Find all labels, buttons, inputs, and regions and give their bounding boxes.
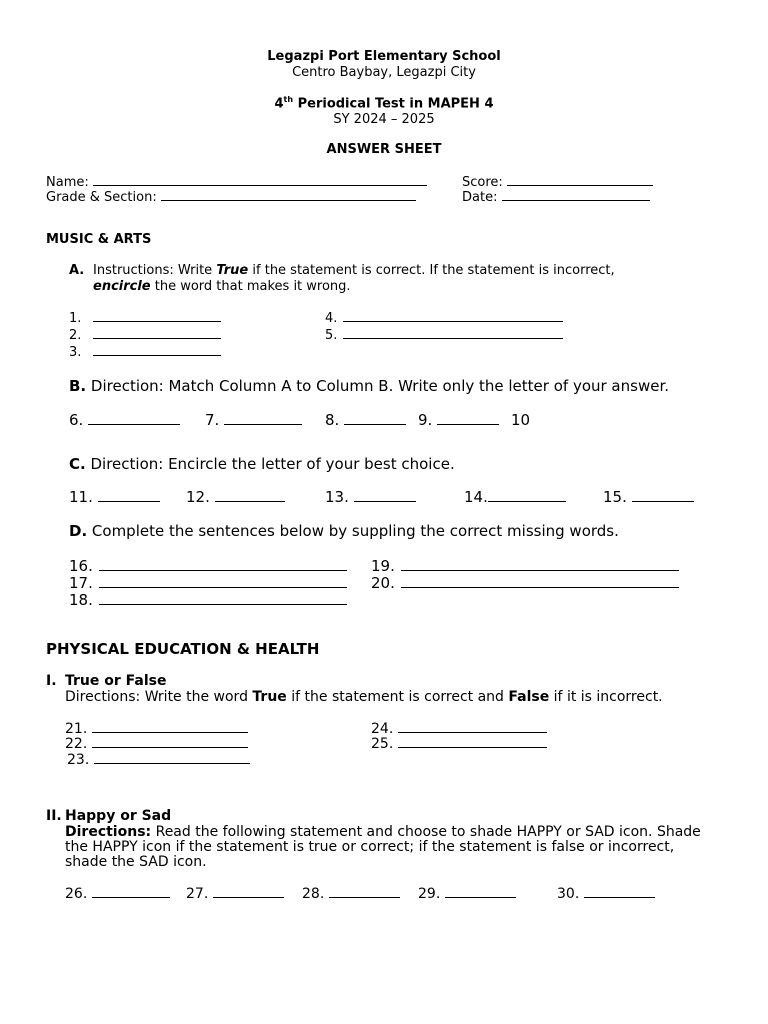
answer-number: 9. xyxy=(418,411,433,429)
answer-item-8 xyxy=(325,411,406,429)
answer-blank[interactable] xyxy=(99,593,347,605)
section-2-number: II. xyxy=(46,808,62,824)
part-b-text: Direction: Match Column A to Column B. Write only the letter of your answer. xyxy=(86,377,670,395)
answer-blank[interactable] xyxy=(437,413,499,425)
answer-number: 14. xyxy=(464,488,488,506)
answer-blank[interactable] xyxy=(88,413,180,425)
answer-blank[interactable] xyxy=(224,413,302,425)
answer-blank[interactable] xyxy=(329,886,400,898)
answer-item-15 xyxy=(603,488,694,506)
score-blank[interactable] xyxy=(507,174,653,186)
section-2-directions-line2: the HAPPY icon if the statement is true or correct; if the statement is false or incorrect, xyxy=(65,839,675,855)
answer-item-1 xyxy=(69,310,221,326)
section-1-number: I. xyxy=(46,673,57,689)
answer-number: 27. xyxy=(186,886,209,902)
answer-number: 30. xyxy=(557,886,580,902)
answer-number: 25. xyxy=(371,736,394,752)
answer-number: 12. xyxy=(186,488,210,506)
answer-item-21 xyxy=(65,721,248,737)
answer-blank[interactable] xyxy=(99,559,347,571)
answer-blank[interactable] xyxy=(99,576,347,588)
answer-blank[interactable] xyxy=(215,490,285,502)
answer-blank[interactable] xyxy=(98,490,160,502)
part-b-direction xyxy=(69,377,669,395)
answer-blank[interactable] xyxy=(343,310,563,322)
part-c-text: Direction: Encircle the letter of your best choice. xyxy=(85,455,455,473)
answer-item-24 xyxy=(371,721,547,737)
answer-number: 17. xyxy=(69,574,93,592)
school-year: SY 2024 – 2025 xyxy=(333,112,435,127)
test-number: 4 xyxy=(274,96,284,112)
answer-number: 29. xyxy=(418,886,441,902)
section-2-dir-1: Read the following statement and choose to shade HAPPY or SAD icon. Shade xyxy=(151,824,701,840)
test-title-text: Periodical Test in MAPEH 4 xyxy=(293,96,494,112)
answer-number: 26. xyxy=(65,886,88,902)
answer-blank[interactable] xyxy=(92,886,170,898)
answer-number: 21. xyxy=(65,721,88,737)
true-word: True xyxy=(252,689,287,705)
part-a-instructions-line1 xyxy=(93,263,615,278)
sheet-title: ANSWER SHEET xyxy=(326,142,442,157)
answer-number: 6. xyxy=(69,411,84,429)
answer-number: 3. xyxy=(69,345,82,360)
part-a-letter: A. xyxy=(69,263,85,278)
section-1-title: True or False xyxy=(65,673,167,689)
part-a-instructions-line2 xyxy=(93,279,351,294)
part-b-letter: B. xyxy=(69,377,87,395)
answer-blank[interactable] xyxy=(398,721,547,733)
school-address: Centro Baybay, Legazpi City xyxy=(292,65,476,80)
answer-blank[interactable] xyxy=(632,490,694,502)
answer-item-26 xyxy=(65,886,170,902)
answer-blank[interactable] xyxy=(398,736,547,748)
answer-item-10: 10 xyxy=(511,411,531,429)
section-2-directions-line3: shade the SAD icon. xyxy=(65,854,207,870)
score-label: Score: xyxy=(462,175,503,190)
answer-item-17 xyxy=(69,574,347,592)
answer-item-27 xyxy=(186,886,284,902)
answer-item-29 xyxy=(418,886,516,902)
answer-number: 18. xyxy=(69,591,93,609)
answer-blank[interactable] xyxy=(488,490,566,502)
name-blank[interactable] xyxy=(93,174,427,186)
answer-item-11 xyxy=(69,488,160,506)
answer-item-19 xyxy=(371,557,679,575)
answer-number: 24. xyxy=(371,721,394,737)
answer-item-3 xyxy=(69,344,221,360)
answer-number: 22. xyxy=(65,736,88,752)
answer-blank[interactable] xyxy=(92,736,248,748)
directions-label: Directions: xyxy=(65,824,152,840)
answer-blank[interactable] xyxy=(93,344,221,356)
answer-item-16 xyxy=(69,557,347,575)
part-d-text: Complete the sentences below by suppling the correct missing words. xyxy=(87,522,619,540)
section-1-dir-2: if the statement is correct and xyxy=(286,689,509,705)
part-a-instr-pre: Instructions: Write xyxy=(93,263,217,278)
answer-number: 20. xyxy=(371,574,395,592)
answer-item-25 xyxy=(371,736,547,752)
answer-blank[interactable] xyxy=(93,327,221,339)
answer-blank[interactable] xyxy=(344,413,406,425)
answer-item-20 xyxy=(371,574,679,592)
answer-blank[interactable] xyxy=(94,752,250,764)
encircle-word: encircle xyxy=(93,279,151,294)
true-word: True xyxy=(216,263,249,278)
answer-item-13 xyxy=(325,488,416,506)
answer-number: 16. xyxy=(69,557,93,575)
part-c-letter: C. xyxy=(69,455,86,473)
part-a-instr-post: the word that makes it wrong. xyxy=(150,279,351,294)
answer-blank[interactable] xyxy=(584,886,655,898)
answer-blank[interactable] xyxy=(354,490,416,502)
part-c-direction xyxy=(69,455,455,473)
score-field xyxy=(462,174,653,190)
section-1-dir-1: Directions: Write the word xyxy=(65,689,253,705)
answer-blank[interactable] xyxy=(401,576,679,588)
answer-number: 8. xyxy=(325,411,340,429)
answer-item-30 xyxy=(557,886,655,902)
answer-number: 19. xyxy=(371,557,395,575)
answer-number: 2. xyxy=(69,328,82,343)
name-label: Name: xyxy=(46,175,89,190)
answer-number: 28. xyxy=(302,886,325,902)
school-name: Legazpi Port Elementary School xyxy=(267,49,501,64)
answer-number: 11. xyxy=(69,488,93,506)
section-1-dir-3: if it is incorrect. xyxy=(549,689,663,705)
answer-number: 23. xyxy=(67,752,90,768)
answer-item-23 xyxy=(67,752,250,768)
music-arts-heading: MUSIC & ARTS xyxy=(46,232,152,247)
answer-blank[interactable] xyxy=(343,327,563,339)
part-a-instr-mid: if the statement is correct. If the statement is incorrect, xyxy=(248,263,615,278)
answer-blank[interactable] xyxy=(213,886,284,898)
answer-item-2 xyxy=(69,327,221,343)
answer-item-6 xyxy=(69,411,180,429)
part-d-direction xyxy=(69,522,619,540)
answer-item-28 xyxy=(302,886,400,902)
answer-blank[interactable] xyxy=(93,310,221,322)
answer-item-14 xyxy=(464,488,566,506)
name-field xyxy=(46,174,427,190)
answer-item-5 xyxy=(325,327,563,343)
answer-number: 5. xyxy=(325,328,338,343)
answer-blank[interactable] xyxy=(445,886,516,898)
section-2-title: Happy or Sad xyxy=(65,808,172,824)
section-1-directions xyxy=(65,689,663,705)
grade-section-blank[interactable] xyxy=(161,189,416,201)
test-number-suffix: th xyxy=(283,95,294,104)
answer-item-18 xyxy=(69,591,347,609)
answer-number: 13. xyxy=(325,488,349,506)
date-blank[interactable] xyxy=(502,189,650,201)
answer-item-12 xyxy=(186,488,285,506)
answer-item-9 xyxy=(418,411,499,429)
answer-item-22 xyxy=(65,736,248,752)
answer-item-7 xyxy=(205,411,302,429)
pe-health-heading: PHYSICAL EDUCATION & HEALTH xyxy=(46,640,320,658)
answer-number: 7. xyxy=(205,411,220,429)
answer-blank[interactable] xyxy=(92,721,248,733)
grade-section-label: Grade & Section: xyxy=(46,190,157,205)
date-label: Date: xyxy=(462,190,498,205)
test-title xyxy=(0,95,768,111)
part-d-letter: D. xyxy=(69,522,88,540)
false-word: False xyxy=(508,689,550,705)
section-2-directions-line1 xyxy=(65,824,701,840)
answer-item-4 xyxy=(325,310,563,326)
answer-blank[interactable] xyxy=(401,559,679,571)
answer-number: 1. xyxy=(69,311,82,326)
answer-number: 15. xyxy=(603,488,627,506)
grade-section-field xyxy=(46,189,416,205)
date-field xyxy=(462,189,650,205)
answer-number: 4. xyxy=(325,311,338,326)
